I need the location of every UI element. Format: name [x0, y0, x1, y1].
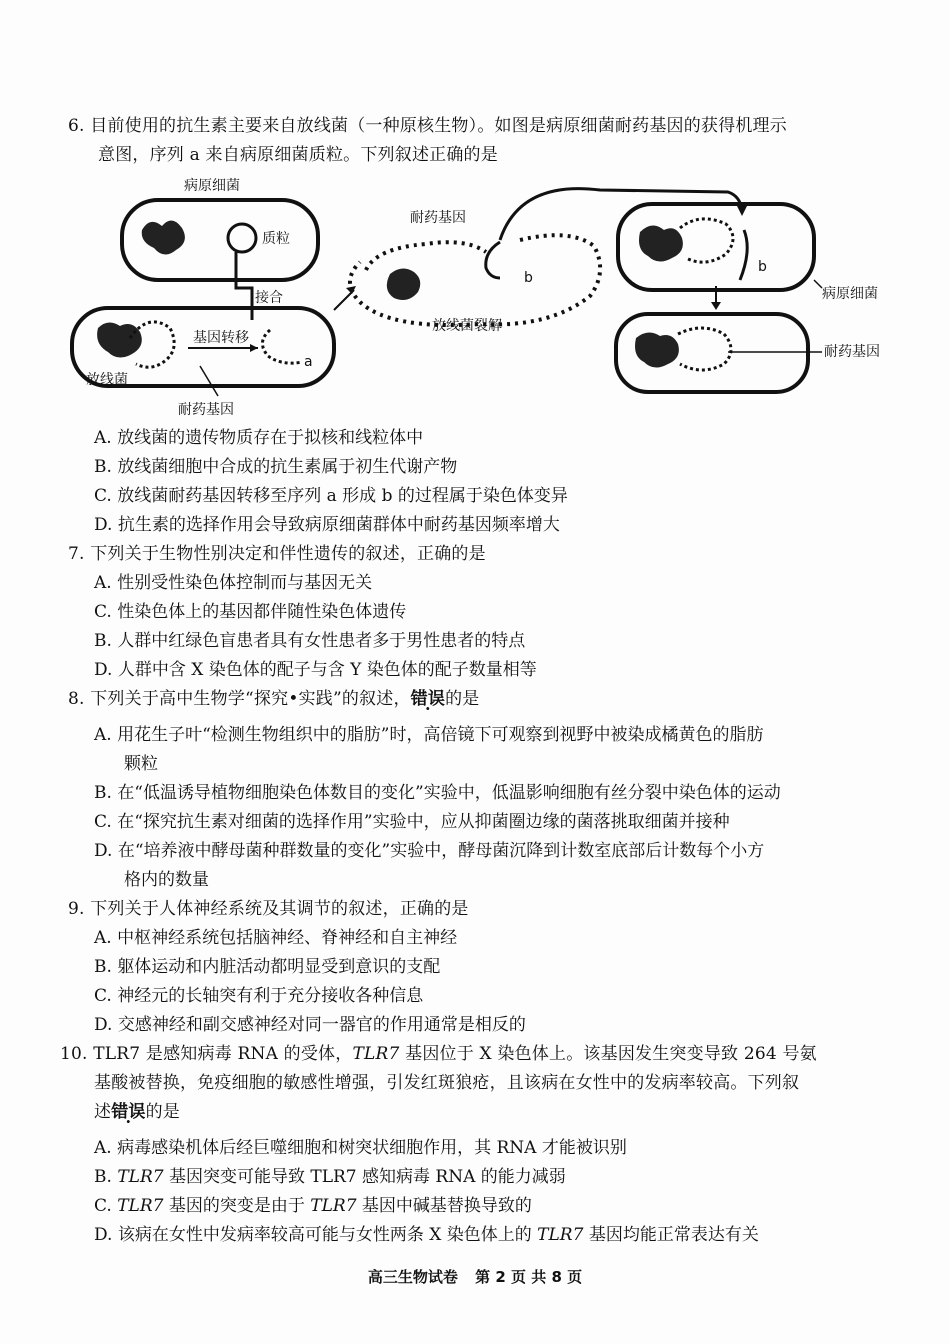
q9-stem	[68, 897, 469, 921]
label-b-right: b	[758, 259, 767, 275]
q8-option-d-cont: 格内的数量	[124, 870, 209, 890]
chromosome-icon	[635, 332, 679, 367]
uptake-path	[500, 189, 742, 240]
footer-page-number: 第 2 页 共 8 页	[475, 1268, 583, 1286]
q8-option-a[interactable]: A. 用花生子叶“检测生物组织中的脂肪”时，高倍镜下可观察到视野中被染成橘黄色的脂肪	[94, 725, 764, 745]
q7-option-c[interactable]: C. 性染色体上的基因都伴随性染色体遗传	[94, 602, 407, 622]
q8-option-a-cont: 颗粒	[124, 754, 158, 774]
q7-option-a[interactable]: A. 性别受性染色体控制而与基因无关	[94, 573, 373, 593]
q10-stem-line1: 10. TLR7 是感知病毒 RNA 的受体，TLR7 基因位于 X 染色体上。该基因发生突变导致 264 号氨	[60, 1044, 817, 1064]
chromosome-icon	[639, 225, 683, 261]
sequence-a	[262, 330, 302, 363]
q8-option-b[interactable]: B. 在“低温诱导植物细胞染色体数目的变化”实验中，低温影响细胞有丝分裂中染色体的运动	[94, 783, 781, 803]
q10-option-a[interactable]: A. 病毒感染机体后经巨噬细胞和树突状细胞作用，其 RNA 才能被识别	[94, 1138, 627, 1158]
q10-option-b[interactable]: B. TLR7 基因突变可能导致 TLR7 感知病毒 RNA 的能力减弱	[94, 1167, 566, 1187]
q6-stem-text: 目前使用的抗生素主要来自放线菌（一种原核生物）。如图是病原细菌耐药基因的获得机理示	[90, 116, 787, 136]
plasmid-circle	[228, 224, 256, 252]
page-footer	[0, 1266, 950, 1287]
q6-number: 6.	[68, 116, 85, 136]
label-pathogen-right: 病原细菌	[822, 286, 878, 302]
label-lysis: 放线菌裂解	[432, 318, 502, 334]
chromosome-icon	[387, 268, 420, 300]
label-pathogen-top: 病原细菌	[184, 178, 240, 194]
q8-option-c[interactable]: C. 在“探究抗生素对细菌的选择作用”实验中，应从抑菌圈边缘的菌落挑取细菌并接种	[94, 812, 730, 832]
q9-option-a[interactable]: A. 中枢神经系统包括脑神经、脊神经和自主神经	[94, 928, 458, 948]
lysed-cell	[350, 235, 600, 325]
q7-option-d[interactable]: D. 人群中含 X 染色体的配子与含 Y 染色体的配子数量相等	[94, 660, 537, 680]
q8-number: 8.	[68, 689, 85, 709]
q9-option-d[interactable]: D. 交感神经和副交感神经对同一器官的作用通常是相反的	[94, 1015, 526, 1035]
q8-option-d[interactable]: D. 在“培养液中酵母菌种群数量的变化”实验中，酵母菌沉降到计数室底部后计数每个小方	[94, 841, 765, 861]
q9-stem-text: 下列关于人体神经系统及其调节的叙述，正确的是	[90, 899, 469, 919]
free-resist-gene	[486, 242, 500, 278]
resistant-plasmid	[678, 328, 731, 370]
chromosome-icon	[142, 220, 185, 254]
footer-title: 高三生物试卷	[367, 1268, 458, 1286]
insert-b	[740, 230, 747, 280]
q6-stem-line1	[68, 114, 787, 138]
q8-emphasis: 错误	[410, 689, 446, 709]
label-a: a	[304, 354, 313, 370]
q10-stem-line3: 述错误的是	[94, 1102, 181, 1122]
q10-number: 10.	[60, 1044, 88, 1064]
q7-stem-text: 下列关于生物性别决定和伴性遗传的叙述，正确的是	[90, 544, 486, 564]
q9-number: 9.	[68, 899, 85, 919]
q9-option-b[interactable]: B. 躯体运动和内脏活动都明显受到意识的支配	[94, 957, 441, 977]
q9-option-c[interactable]: C. 神经元的长轴突有利于充分接收各种信息	[94, 986, 424, 1006]
q6-option-c[interactable]: C. 放线菌耐药基因转移至序列 a 形成 b 的过程属于染色体变异	[94, 486, 568, 506]
q6-option-b[interactable]: B. 放线菌细胞中合成的抗生素属于初生代谢产物	[94, 457, 458, 477]
chromosome-icon	[97, 322, 142, 357]
label-b-mid: b	[524, 270, 533, 286]
label-resist-gene-right: 耐药基因	[824, 344, 880, 360]
label-transfer: 基因转移	[193, 330, 249, 346]
q7-number: 7.	[68, 544, 85, 564]
q10-option-c[interactable]: C. TLR7 基因的突变是由于 TLR7 基因中碱基替换导致的	[94, 1196, 532, 1216]
q8-stem: 8. 下列关于高中生物学“探究•实践”的叙述，错误的是	[68, 689, 480, 709]
label-resist-gene-mid: 耐药基因	[410, 210, 466, 226]
plasmid-recombined	[680, 219, 733, 262]
q7-stem	[68, 542, 486, 566]
label-resist-gene-bottom: 耐药基因	[178, 402, 234, 418]
q10-option-d[interactable]: D. 该病在女性中发病率较高可能与女性两条 X 染色体上的 TLR7 基因均能正常表达有关	[94, 1225, 759, 1245]
q10-emphasis: 错误	[111, 1102, 146, 1122]
q7-option-b[interactable]: B. 人群中红绿色盲患者具有女性患者多于男性患者的特点	[94, 631, 526, 651]
q6-option-a[interactable]: A. 放线菌的遗传物质存在于拟核和线粒体中	[94, 428, 424, 448]
label-actinomycete: 放线菌	[86, 372, 128, 388]
label-plasmid: 质粒	[262, 231, 290, 247]
q6-option-d[interactable]: D. 抗生素的选择作用会导致病原细菌群体中耐药基因频率增大	[94, 515, 560, 535]
q6-figure	[0, 170, 950, 430]
q6-stem-line2: 意图，序列 a 来自病原细菌质粒。下列叙述正确的是	[98, 145, 498, 165]
q10-stem-line2: 基酸被替换，免疫细胞的敏感性增强，引发红斑狼疮，且该病在女性中的发病率较高。下列叙	[94, 1073, 800, 1093]
label-conjugation: 接合	[255, 290, 283, 306]
